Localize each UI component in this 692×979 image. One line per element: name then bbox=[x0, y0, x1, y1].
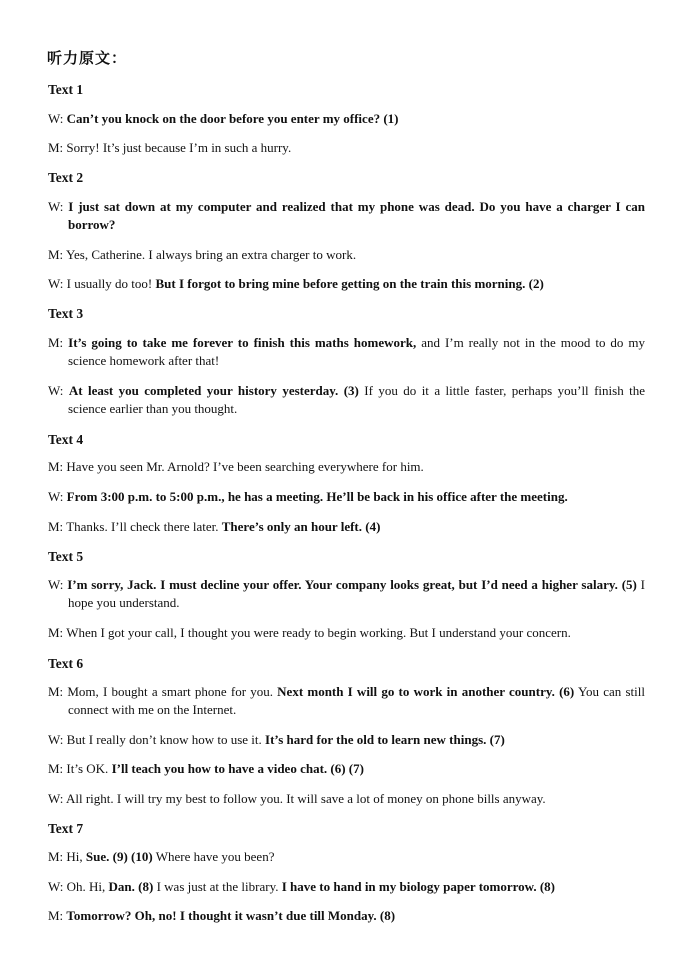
dialogue-line: M: When I got your call, I thought you were ready to begin working. But I understand your concern. bbox=[48, 625, 571, 640]
dialogue-line: M: Hi, Sue. (9) (10) Where have you been? bbox=[48, 849, 275, 864]
dialogue-line: W: All right. I will try my best to follow you. It will save a lot of money on phone bills anyway. bbox=[48, 791, 546, 806]
dialogue-line: M: Sorry! It’s just because I’m in such a hurry. bbox=[48, 140, 292, 155]
section-heading-text-6: Text 6 bbox=[48, 656, 84, 671]
dialogue-line: W: At least you completed your history yesterday. (3) If you do it a little faster, perhaps you’ll finish the science earlier than you thought. bbox=[48, 383, 645, 416]
dialogue-line: W: From 3:00 p.m. to 5:00 p.m., he has a meeting. He’ll be back in his office after the meeting. bbox=[48, 489, 568, 504]
page-title: 听力原文： bbox=[47, 49, 128, 67]
dialogue-line: M: It’s OK. I’ll teach you how to have a video chat. (6) (7) bbox=[48, 761, 364, 776]
dialogue-line: M: Mom, I bought a smart phone for you. Next month I will go to work in another country. (6) You can still connect with me on the Internet. bbox=[48, 684, 646, 717]
dialogue-line: W: But I really don’t know how to use it. It’s hard for the old to learn new things. (7) bbox=[48, 732, 505, 747]
dialogue-line: W: I’m sorry, Jack. I must decline your offer. Your company looks great, but I’d need a higher salary. (5) I hope you understand. bbox=[48, 577, 645, 610]
section-heading-text-2: Text 2 bbox=[48, 170, 84, 185]
section-heading-text-3: Text 3 bbox=[48, 306, 84, 321]
dialogue-line: W: Oh. Hi, Dan. (8) I was just at the library. I have to hand in my biology paper tomorrow. (8) bbox=[48, 879, 555, 894]
dialogue-line: M: It’s going to take me forever to finish this maths homework, and I’m really not in the mood to do my science homework after that! bbox=[48, 335, 646, 368]
dialogue-line: M: Have you seen Mr. Arnold? I’ve been searching everywhere for him. bbox=[48, 459, 424, 474]
section-heading-text-7: Text 7 bbox=[48, 821, 84, 836]
dialogue-line: M: Yes, Catherine. I always bring an extra charger to work. bbox=[48, 247, 357, 262]
section-heading-text-5: Text 5 bbox=[48, 549, 84, 564]
dialogue-line: W: Can’t you knock on the door before you enter my office? (1) bbox=[48, 111, 399, 126]
dialogue-line: W: I just sat down at my computer and realized that my phone was dead. Do you have a charger I can borrow? bbox=[48, 199, 645, 232]
section-heading-text-1: Text 1 bbox=[48, 82, 84, 97]
section-heading-text-4: Text 4 bbox=[48, 432, 84, 447]
dialogue-line: M: Thanks. I’ll check there later. There’s only an hour left. (4) bbox=[48, 519, 381, 534]
dialogue-line: W: I usually do too! But I forgot to bring mine before getting on the train this morning. (2) bbox=[48, 276, 544, 291]
dialogue-line: M: Tomorrow? Oh, no! I thought it wasn’t due till Monday. (8) bbox=[48, 908, 396, 923]
